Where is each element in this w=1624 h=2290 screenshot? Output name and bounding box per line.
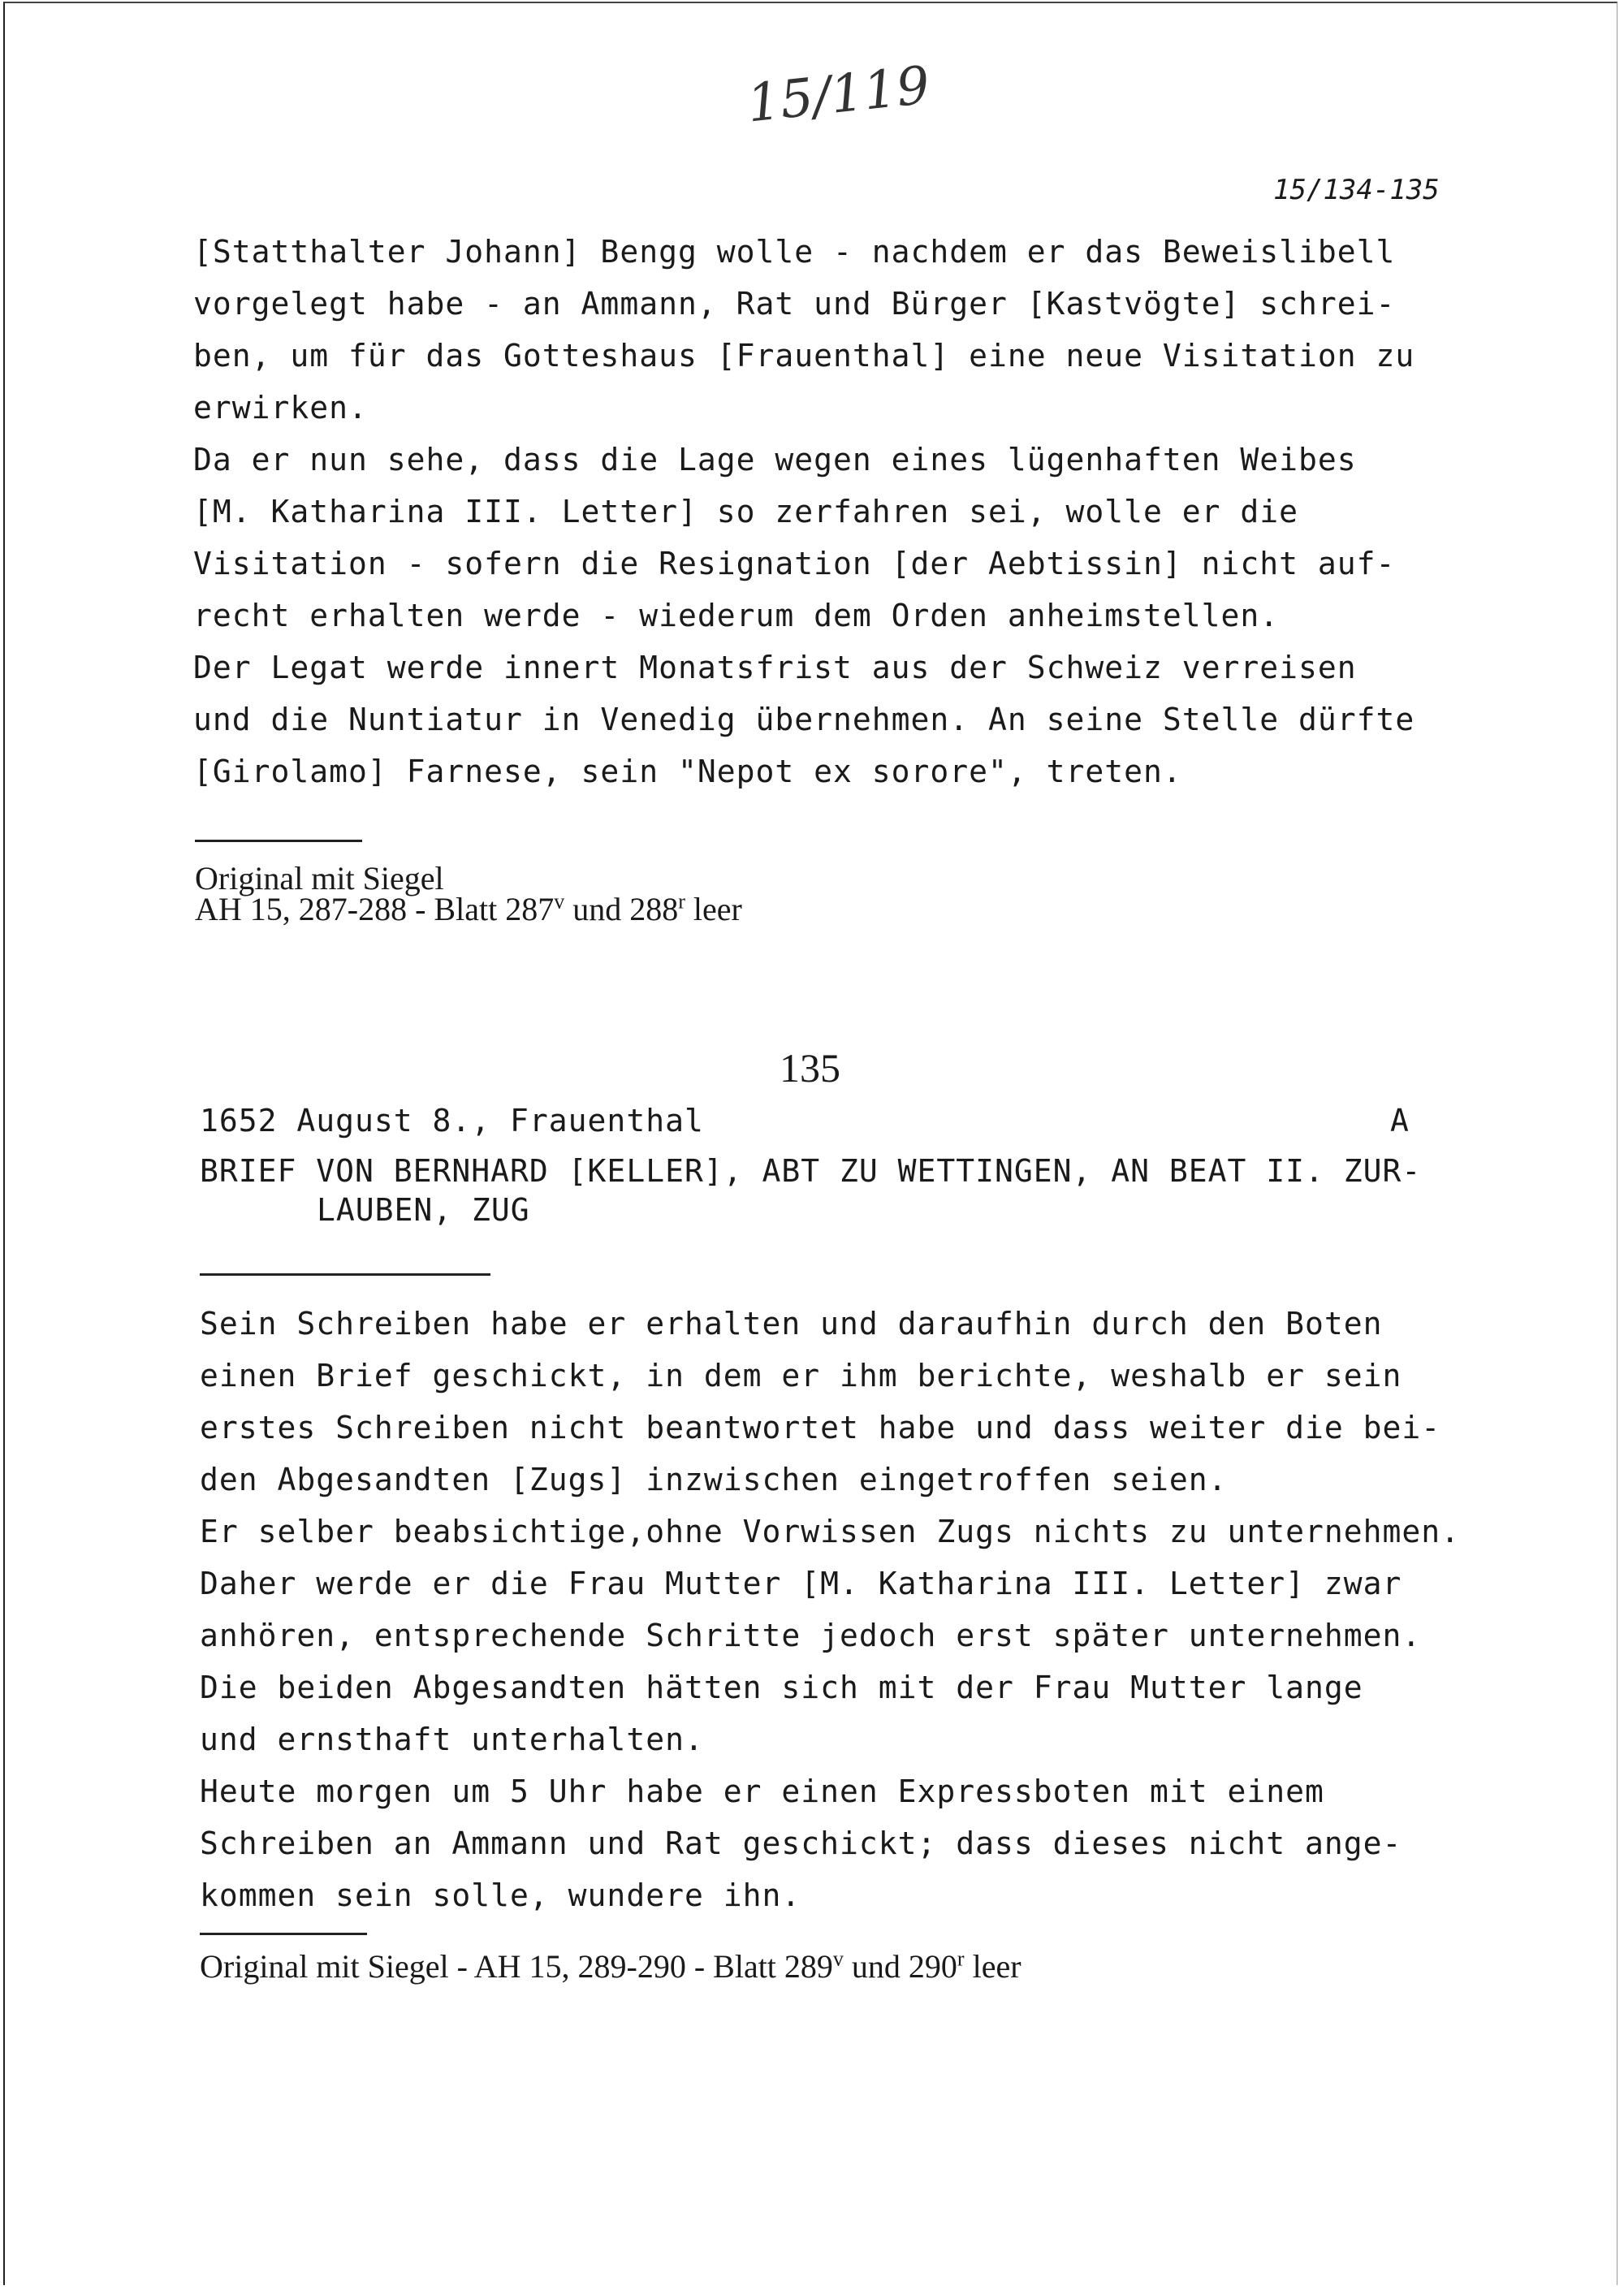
body-line: Der Legat werde innert Monatsfrist aus der Schweiz verreisen: [193, 650, 1357, 685]
body-line: erwirken.: [193, 390, 368, 426]
source-note-text: und 290: [843, 1948, 957, 1985]
body-line: Heute morgen um 5 Uhr habe er einen Expressboten mit einem: [200, 1774, 1324, 1809]
body-line: und die Nuntiatur in Venedig übernehmen. An seine Stelle dürfte: [193, 702, 1415, 737]
source-note-text: AH 15, 287-288 - Blatt 287: [195, 891, 555, 927]
body-line: Sein Schreiben habe er erhalten und daraufhin durch den Boten: [200, 1306, 1383, 1342]
body-line: kommen sein solle, wundere ihn.: [200, 1877, 801, 1913]
superscript-verso: v: [832, 1946, 844, 1971]
handwritten-archive-number: 15/119: [744, 55, 933, 135]
body-line: Visitation - sofern die Resignation [der Aebtissin] nicht auf-: [193, 546, 1396, 581]
entry-heading-line2: LAUBEN, ZUG: [317, 1192, 530, 1228]
superscript-recto: r: [957, 1946, 965, 1971]
body-line: Die beiden Abgesandten hätten sich mit der Frau Mutter lange: [200, 1670, 1363, 1705]
heading-divider: [200, 1273, 490, 1276]
body-line: einen Brief geschickt, in dem er ihm berichte, weshalb er sein: [200, 1358, 1402, 1393]
letter-code: A: [1390, 1103, 1410, 1139]
body-line: [M. Katharina III. Letter] so zerfahren sei, wolle er die: [193, 494, 1299, 529]
superscript-recto: r: [678, 889, 685, 914]
body-line: vorgelegt habe - an Ammann, Rat und Bürger [Kastvögte] schrei-: [193, 286, 1396, 322]
source-note: [200, 1947, 1021, 1985]
footnote-divider: [195, 840, 362, 842]
body-line: anhören, entsprechende Schritte jedoch erst später unternehmen.: [200, 1618, 1422, 1653]
page-reference: 15/134-135: [1273, 174, 1440, 206]
source-note-text: Original mit Siegel - AH 15, 289-290 - Blatt 289: [200, 1948, 833, 1985]
date-place: 1652 August 8., Frauenthal: [200, 1103, 704, 1139]
source-note-text: und 288: [564, 891, 679, 927]
body-line: [Statthalter Johann] Bengg wolle - nachdem er das Beweislibell: [193, 234, 1396, 270]
body-line: recht erhalten werde - wiederum dem Orden anheimstellen.: [193, 598, 1280, 633]
body-line: und ernsthaft unterhalten.: [200, 1722, 704, 1757]
entry-heading-line1: BRIEF VON BERNHARD [KELLER], ABT ZU WETTINGEN, AN BEAT II. ZUR-: [200, 1153, 1422, 1189]
body-line: [Girolamo] Farnese, sein "Nepot ex sorore", treten.: [193, 754, 1182, 789]
body-line: ben, um für das Gotteshaus [Frauenthal] eine neue Visitation zu: [193, 338, 1415, 374]
body-line: Schreiben an Ammann und Rat geschickt; dass dieses nicht ange-: [200, 1826, 1402, 1861]
body-line: Da er nun sehe, dass die Lage wegen eines lügenhaften Weibes: [193, 442, 1357, 477]
source-note-text: leer: [685, 891, 742, 927]
body-line: Daher werde er die Frau Mutter [M. Katharina III. Letter] zwar: [200, 1566, 1402, 1601]
source-note-line1: Original mit Siegel: [195, 860, 444, 897]
document-number: 135: [780, 1045, 840, 1091]
source-note-text: leer: [964, 1948, 1021, 1985]
footnote-divider: [200, 1933, 367, 1935]
body-line: den Abgesandten [Zugs] inzwischen eingetroffen seien.: [200, 1462, 1228, 1497]
body-line: erstes Schreiben nicht beantwortet habe und dass weiter die bei-: [200, 1410, 1441, 1445]
superscript-verso: v: [554, 889, 565, 914]
body-line: Er selber beabsichtige,ohne Vorwissen Zugs nichts zu unternehmen.: [200, 1514, 1461, 1549]
source-note-line2: [195, 890, 742, 928]
